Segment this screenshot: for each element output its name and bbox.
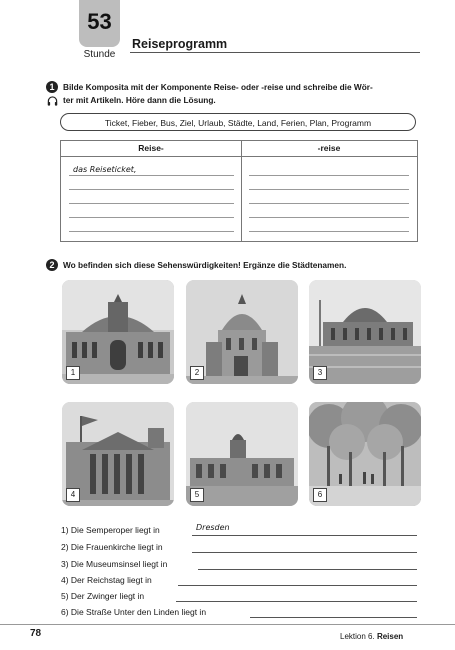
page-number: 78 <box>30 628 42 639</box>
col-reise-prefix-header: Reise- <box>138 143 164 153</box>
table-column-divider <box>241 141 242 241</box>
write-line[interactable] <box>249 175 409 176</box>
task-2-number: 2 <box>46 259 58 271</box>
photo-unter-den-linden <box>309 402 421 506</box>
answer-1: Dresden <box>196 523 230 532</box>
write-line[interactable] <box>249 189 409 190</box>
photo-frauenkirche <box>186 280 298 384</box>
photo-number: 2 <box>190 366 204 380</box>
photo-zwinger <box>186 402 298 506</box>
answer-line-1[interactable] <box>192 535 417 536</box>
question-2: 2) Die Frauenkirche liegt in <box>61 542 163 552</box>
answer-line-5[interactable] <box>176 601 417 602</box>
question-4: 4) Der Reichstag liegt in <box>61 575 152 585</box>
footer-lesson <box>340 632 403 641</box>
photo-reichstag <box>62 402 174 506</box>
photo-number: 6 <box>313 488 327 502</box>
footer-rule <box>0 624 455 625</box>
footer-lesson-label: Lektion 6. <box>340 632 375 641</box>
photo-semperoper <box>62 280 174 384</box>
answer-line-3[interactable] <box>198 569 417 570</box>
write-line[interactable] <box>249 231 409 232</box>
title-underline <box>130 52 420 53</box>
compound-table <box>60 140 418 242</box>
write-line[interactable] <box>69 189 234 190</box>
write-line[interactable] <box>249 217 409 218</box>
word-bank: Ticket, Fieber, Bus, Ziel, Urlaub, Städte, Land, Ferien, Plan, Programm <box>60 113 416 131</box>
question-5: 5) Der Zwinger liegt in <box>61 591 145 601</box>
photo-museumsinsel <box>309 280 421 384</box>
write-line[interactable] <box>69 231 234 232</box>
page-title: Reiseprogramm <box>132 37 228 51</box>
write-line[interactable] <box>69 203 234 204</box>
question-1: 1) Die Semperoper liegt in <box>61 525 160 535</box>
write-line[interactable] <box>249 203 409 204</box>
photo-number: 3 <box>313 366 327 380</box>
table-header-divider <box>61 156 417 157</box>
answer-line-6[interactable] <box>250 617 417 618</box>
lesson-number: 53 <box>87 9 112 34</box>
col-reise-suffix-header: -reise <box>317 143 341 153</box>
task-1-line-2: ter mit Artikeln. Höre dann die Lösung. <box>63 95 216 105</box>
question-3: 3) Die Museumsinsel liegt in <box>61 559 168 569</box>
question-6: 6) Die Straße Unter den Linden liegt in <box>61 607 207 617</box>
task-2-instruction: Wo befinden sich diese Sehenswürdigkeiten! Ergänze die Städtenamen. <box>63 260 347 270</box>
footer-lesson-name: Reisen <box>376 632 404 641</box>
write-line[interactable] <box>69 217 234 218</box>
task-1-line-1: Bilde Komposita mit der Komponente Reise- oder -reise und schreibe die Wör- <box>63 82 373 92</box>
lesson-word: Stunde <box>83 49 116 60</box>
sample-answer: das Reiseticket, <box>73 165 137 174</box>
photo-number: 1 <box>66 366 80 380</box>
photo-number: 4 <box>66 488 80 502</box>
answer-line-4[interactable] <box>178 585 417 586</box>
task-1-number: 1 <box>46 81 58 93</box>
write-line[interactable] <box>69 175 234 176</box>
photo-number: 5 <box>190 488 204 502</box>
headphones-icon <box>47 96 58 107</box>
answer-line-2[interactable] <box>192 552 417 553</box>
